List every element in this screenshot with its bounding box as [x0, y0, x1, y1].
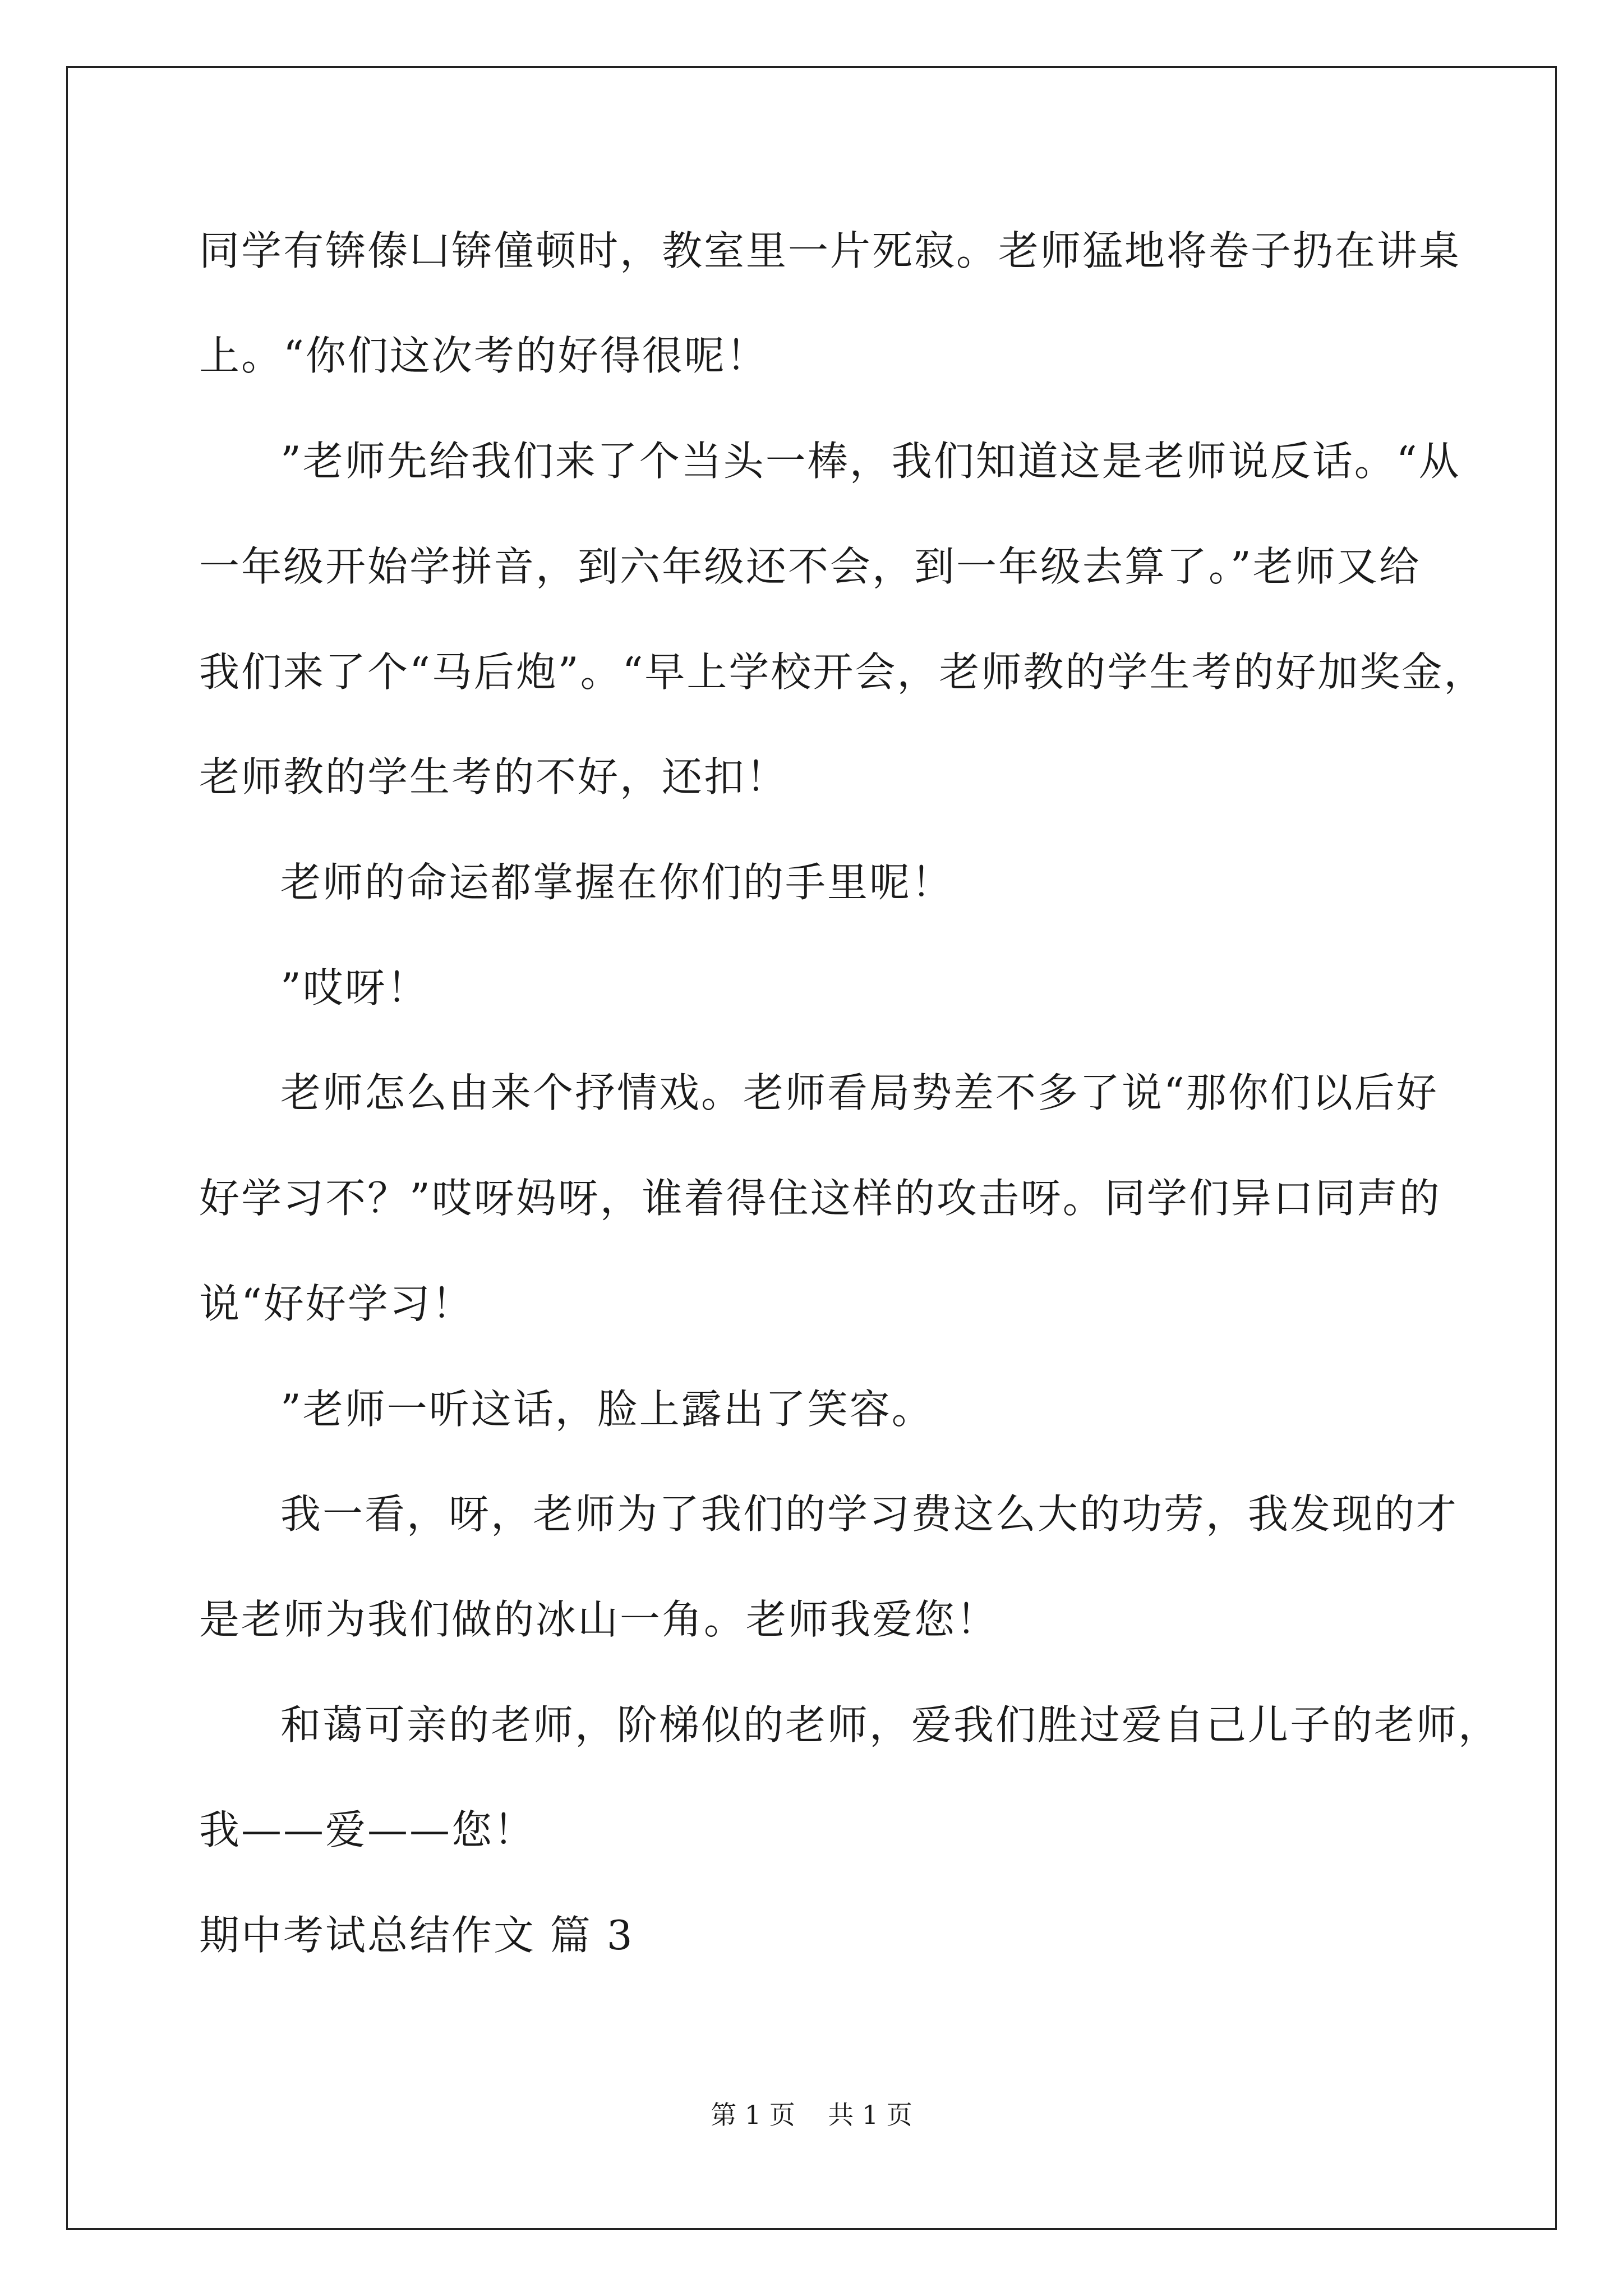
body-line: 老师教的学生考的不好，还扣！ — [199, 753, 789, 800]
body-line: 是老师为我们做的冰山一角。老师我爱您！ — [199, 1596, 999, 1643]
body-line: ”哎呀！ — [280, 964, 429, 1011]
body-line: 同学有锛傣凵锛僮顿时，教室里一片死寂。老师猛地将卷子扔在讲桌 — [199, 227, 1461, 274]
body-line: 我——爱——您！ — [199, 1806, 536, 1853]
body-line: 好学习不？”哎呀妈呀，谁着得住这样的攻击呀。同学们异口同声的 — [199, 1175, 1441, 1222]
body-line: 我们来了个“马后炮”。“早上学校开会，老师教的学生考的好加奖金， — [199, 648, 1486, 696]
page-footer: 第 1 页 共 1 页 — [711, 2100, 912, 2130]
page-border — [66, 66, 1557, 2230]
body-line: ”老师一听这话，脸上露出了笑容。 — [280, 1386, 934, 1433]
body-line: ”老师先给我们来了个当头一棒，我们知道这是老师说反话。“从 — [280, 438, 1461, 485]
section-heading: 期中考试总结作文 篇 3 — [199, 1912, 634, 1959]
body-line: 老师怎么由来个抒情戏。老师看局势差不多了说“那你们以后好 — [280, 1069, 1438, 1116]
body-line: 和蔼可亲的老师，阶梯似的老师，爱我们胜过爱自己儿子的老师， — [280, 1701, 1501, 1749]
body-line: 一年级开始学拼音，到六年级还不会，到一年级去算了。”老师又给 — [199, 543, 1421, 590]
body-line: 我一看，呀，老师为了我们的学习费这么大的功劳，我发现的才 — [280, 1490, 1459, 1538]
body-line: 说“好好学习！ — [199, 1280, 474, 1327]
body-line: 上。“你们这次考的好得很呢！ — [199, 332, 768, 379]
body-line: 老师的命运都掌握在你们的手里呢！ — [280, 859, 954, 906]
